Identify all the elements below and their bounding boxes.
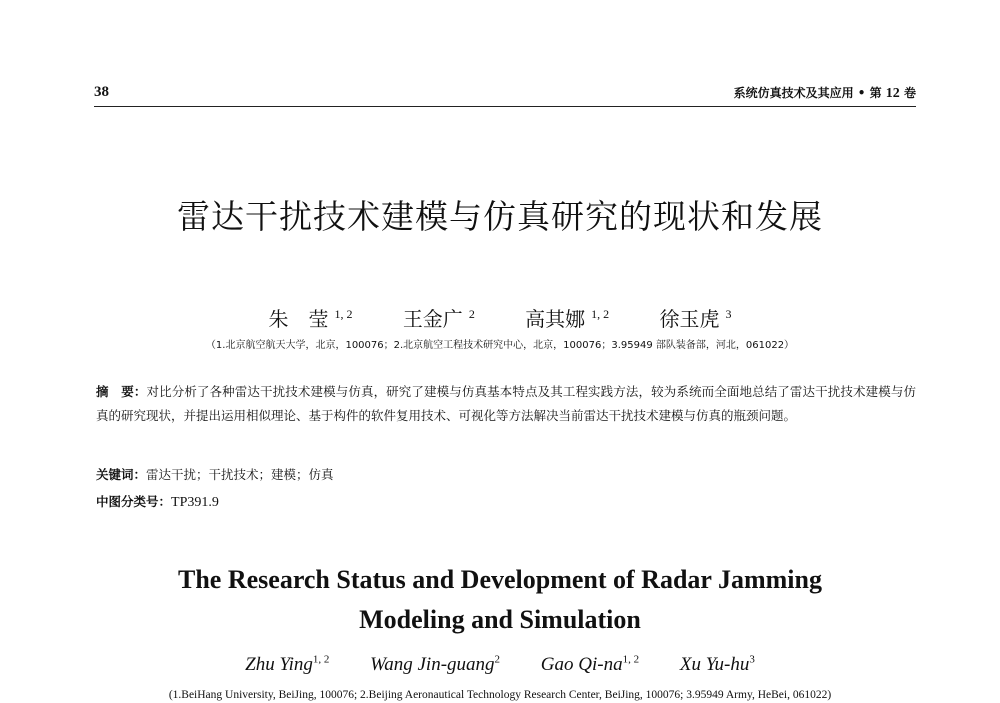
chinese-affiliations: （1.北京航空航天大学，北京，100076；2.北京航空工程技术研究中心，北京，100076；3.95949 部队装备部，河北，061022）	[205, 340, 795, 351]
author-affiliation-mark: 3	[725, 307, 732, 322]
english-author	[680, 654, 755, 675]
author-affiliation-mark: 1, 2	[591, 307, 610, 322]
author-affiliation-mark: 2	[494, 654, 501, 666]
page-number: 38	[94, 84, 109, 100]
chinese-author	[525, 307, 609, 331]
keywords	[96, 465, 334, 483]
author-name: Xu Yu-hu	[679, 654, 750, 676]
english-author	[541, 654, 639, 675]
english-author	[245, 654, 329, 675]
author-name: 王金广	[402, 307, 463, 331]
chinese-author	[660, 307, 732, 331]
journal-name	[734, 84, 916, 102]
author-affiliation-mark: 1, 2	[622, 654, 640, 666]
author-affiliation-mark: 1, 2	[312, 654, 330, 666]
english-author-list	[0, 654, 1000, 676]
abstract-label: 摘 要：	[96, 384, 147, 399]
author-affiliation-mark: 2	[468, 307, 475, 322]
journal-volume: 12	[885, 86, 900, 101]
author-name: Gao Qi-na	[540, 654, 623, 676]
journal-title: 系统仿真技术及其应用 • 第	[733, 86, 882, 100]
english-affiliations: (1.BeiHang University, BeiJing, 100076; 2.Beijing Aeronautical Technology Research Center, BeiJing, 100076; 3.95949 Army, HeBei, 061022)	[168, 689, 832, 701]
chinese-title: 雷达干扰技术建模与仿真研究的现状和发展	[177, 197, 823, 236]
keywords-text: 雷达干扰；干扰技术；建模；仿真	[146, 467, 334, 482]
classification-label: 中图分类号：	[96, 494, 172, 509]
page-header	[94, 84, 916, 107]
keywords-label: 关键词：	[96, 467, 147, 482]
author-affiliation-mark: 3	[749, 654, 755, 666]
abstract	[96, 380, 916, 428]
abstract-text: 对比分析了各种雷达干扰技术建模与仿真，研究了建模与仿真基本特点及其工程实践方法，较为系统而全面地总结了雷达干扰技术建模与仿真的研究现状，并提出运用相似理论、基于构件的软件复用技术、可视化等方法解决当前雷达干扰技术建模与仿真的瓶颈问题。	[96, 384, 916, 423]
english-title-line-1: The Research Status and Development of Radar Jamming	[178, 565, 822, 594]
classification-value: TP391.9	[171, 495, 219, 510]
author-name: Zhu Ying	[245, 654, 313, 676]
english-title-line-2: Modeling and Simulation	[359, 605, 641, 634]
author-name: 徐玉虎	[659, 307, 720, 331]
author-affiliation-mark: 1, 2	[334, 307, 353, 322]
chinese-author	[403, 307, 475, 331]
chinese-author	[268, 307, 352, 331]
author-name: 高其娜	[525, 307, 586, 331]
author-name: Wang Jin-guang	[370, 654, 495, 676]
english-title	[0, 560, 1000, 640]
author-name: 朱 莹	[268, 307, 329, 331]
english-author	[370, 654, 500, 675]
journal-volume-suffix: 卷	[903, 86, 916, 100]
chinese-author-list	[0, 303, 1000, 332]
classification-number	[96, 492, 219, 511]
